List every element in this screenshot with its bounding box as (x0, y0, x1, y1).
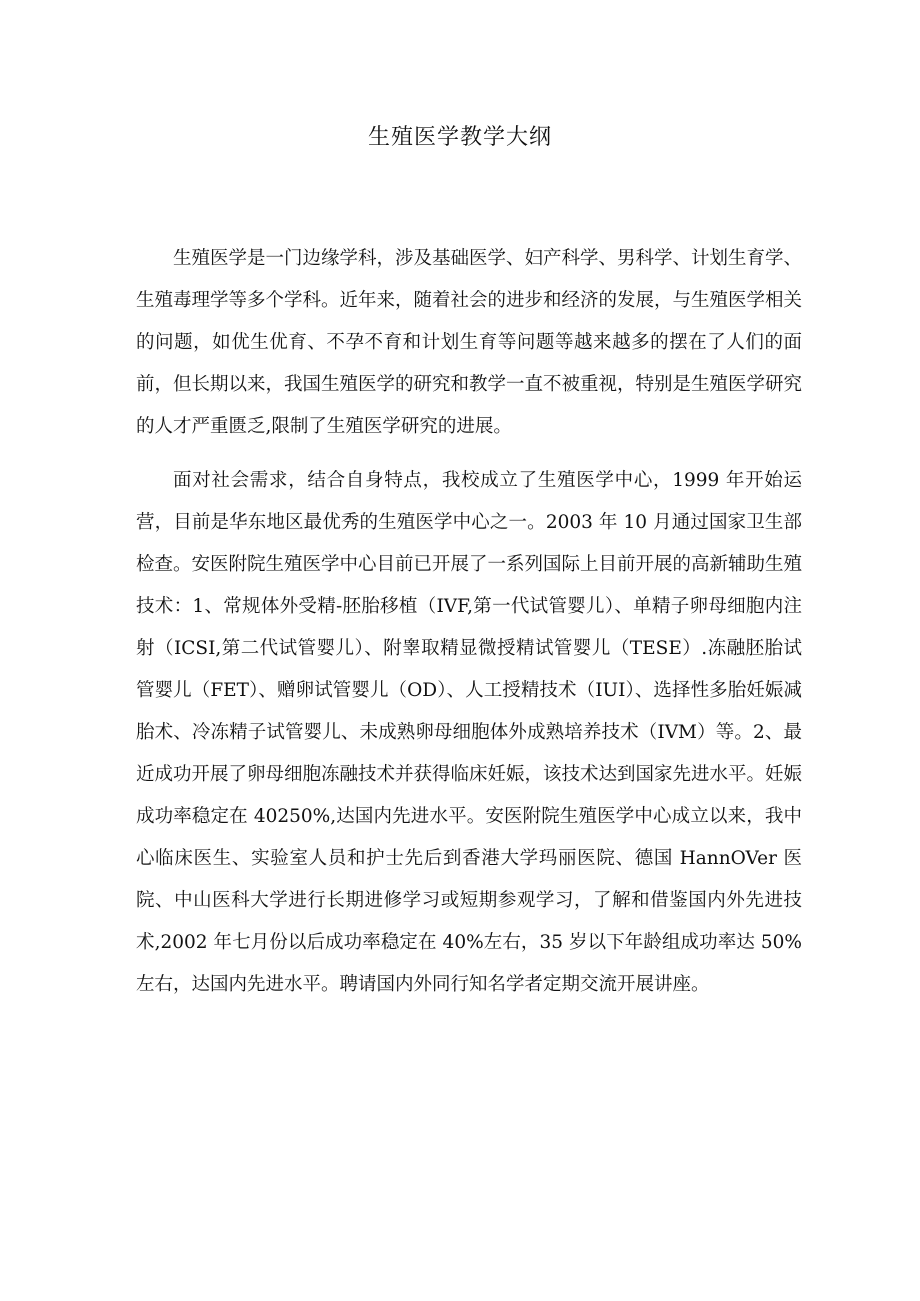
document-body (136, 238, 802, 1018)
paragraph-intro: 生殖医学是一门边缘学科，涉及基础医学、妇产科学、男科学、计划生育学、生殖毒理学等多个学科。近年来，随着社会的进步和经济的发展，与生殖医学相关的问题，如优生优育、不孕不育和计划生育等问题等越来越多的摆在了人们的面前，但长期以来，我国生殖医学的研究和教学一直不被重视，特别是生殖医学研究的人才严重匮乏,限制了生殖医学研究的进展。 (136, 248, 803, 437)
document-title: 生殖医学教学大纲 (367, 125, 552, 150)
paragraph-center-history: 面对社会需求，结合自身特点，我校成立了生殖医学中心，1999 年开始运营，目前是华东地区最优秀的生殖医学中心之一。2003 年 10 月通过国家卫生部检查。安医附院生殖医学中心目前已开展了一系列国际上目前开展的高新辅助生殖技术：1、常规体外受精-胚胎移植（IVF,第一代试管婴儿）、单精子卵母细胞内注射（ICSI,第二代试管婴儿）、附睾取精显微授精试管婴儿（TESE）.冻融胚胎试管婴儿（FET）、赠卵试管婴儿（OD）、人工授精技术（IUI）、选择性多胎妊娠减胎术、冷冻精子试管婴儿、未成熟卵母细胞体外成熟培养技术（IVM）等。2、最近成功开展了卵母细胞冻融技术并获得临床妊娠，该技术达到国家先进水平。妊娠成功率稳定在 40250%,达国内先进水平。安医附院生殖医学中心成立以来，我中心临床医生、实验室人员和护士先后到香港大学玛丽医院、德国 HannOVer 医院、中山医科大学进行长期进修学习或短期参观学习，了解和借鉴国内外先进技术,2002 年七月份以后成功率稳定在 40%左右，35 岁以下年龄组成功率达 50%左右，达国内先进水平。聘请国内外同行知名学者定期交流开展讲座。 (136, 470, 803, 995)
